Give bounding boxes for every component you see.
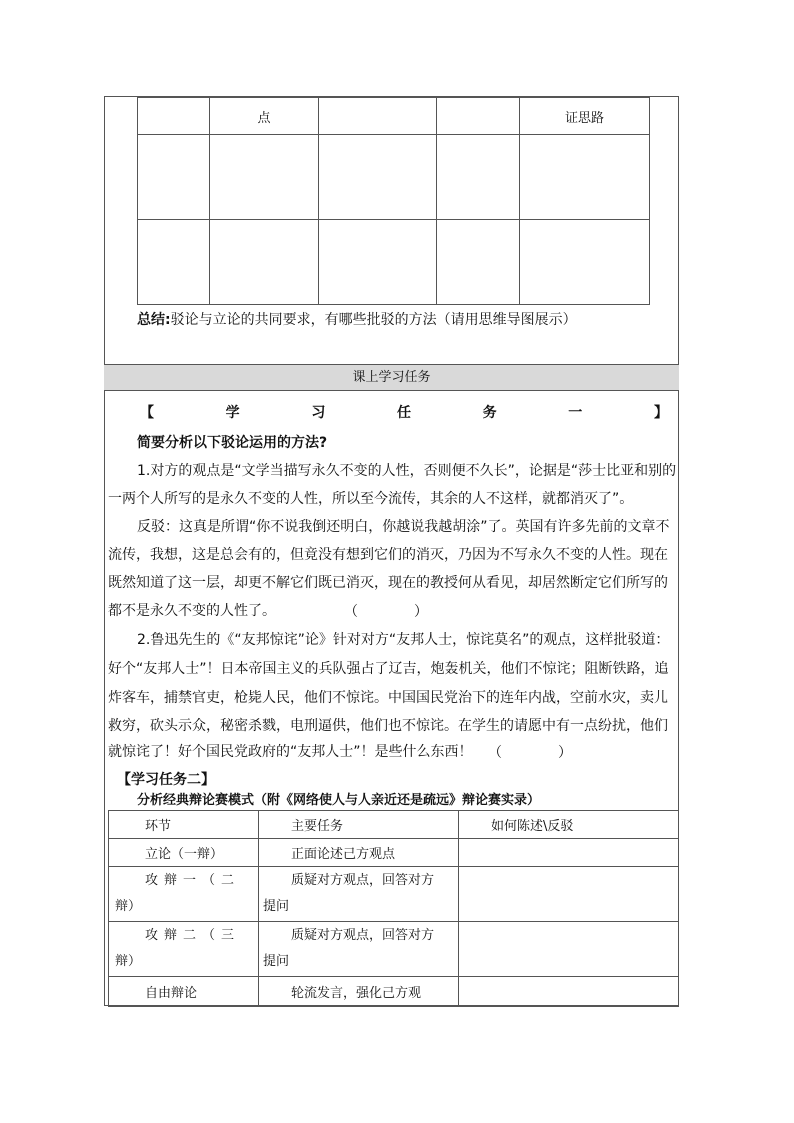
table-cell	[210, 135, 319, 220]
table-cell	[437, 135, 520, 220]
argument-table	[137, 97, 650, 305]
how-cell[interactable]	[459, 977, 679, 1007]
table-cell	[520, 135, 650, 220]
table-header-cell	[319, 98, 437, 135]
table-cell	[138, 220, 210, 305]
table-row	[109, 922, 679, 977]
task1-heading	[140, 402, 668, 422]
paragraph-line: 既然知道了这一层，却更不解它们既已消灭，现在的教授何从看见，却居然断定它们所写的	[108, 575, 668, 591]
paragraph-line: 一两个人所写的是永久不变的人性，所以至今流传，其余的人不这样，就都消灭了”。	[108, 491, 634, 507]
how-cell[interactable]	[459, 867, 679, 922]
table-cell	[437, 220, 520, 305]
column-header: 如何陈述\反驳	[459, 811, 679, 839]
task-cell: 轮流发言，强化己方观	[259, 977, 459, 1007]
stage-cell: 立论（一辩）	[109, 839, 259, 867]
paragraph-line: 救穷，砍头示众，秘密杀戮，电刑逼供，他们也不惊诧。在学生的请愿中有一点纷扰，他们	[108, 718, 668, 734]
task-cell: 质疑对方观点，回答对方 提问	[259, 867, 459, 922]
heading-char: 务	[482, 405, 497, 421]
paragraph-line: 就惊诧了！好个国民党政府的“友邦人士”！是些什么东西！	[108, 744, 473, 760]
paragraph-line: 好个“友邦人士”！日本帝国主义的兵队强占了辽吉，炮轰机关，他们不惊诧；阻断铁路，追	[108, 661, 669, 677]
answer-blank[interactable]: （ ）	[344, 604, 428, 620]
table-row	[138, 220, 650, 305]
stage-cell: 攻辩一（二 辩）	[109, 867, 259, 922]
table-cell	[520, 220, 650, 305]
task1-question: 简要分析以下驳论运用的方法?	[137, 435, 328, 451]
table-row	[109, 977, 679, 1007]
stage-cell: 攻辩二（三 辩）	[109, 922, 259, 977]
heading-char: 【	[140, 405, 154, 421]
heading-char: 习	[311, 405, 326, 421]
heading-char: 学	[225, 405, 240, 421]
how-cell[interactable]	[459, 839, 679, 867]
table-header-cell	[138, 98, 210, 135]
summary	[137, 309, 577, 329]
table-cell	[210, 220, 319, 305]
heading-char: 任	[396, 405, 411, 421]
table-cell	[319, 220, 437, 305]
paragraph-line: 1.对方的观点是“文学当描写永久不变的人性，否则便不久长”，论据是“莎士比亚和别的	[137, 463, 677, 479]
table-header-cell: 证思路	[520, 98, 650, 135]
summary-label: 总结:	[137, 312, 171, 328]
how-cell[interactable]	[459, 922, 679, 977]
column-header: 主要任务	[259, 811, 459, 839]
debate-table	[108, 810, 679, 1007]
heading-char: 】	[653, 405, 668, 421]
table-cell	[319, 135, 437, 220]
task-cell: 正面论述己方观点	[259, 839, 459, 867]
paragraph-line: 2.鲁迅先生的《“友邦惊诧”论》针对对方“友邦人士，惊诧莫名”的观点，这样批驳道：	[137, 632, 670, 648]
paragraph-line: 反驳：这真是所谓“你不说我倒还明白，你越说我越胡涂”了。英国有许多先前的文章不	[137, 519, 670, 535]
paragraph-line: 都不是永久不变的人性了。	[108, 603, 276, 619]
table-row	[138, 135, 650, 220]
column-header: 环节	[109, 811, 259, 839]
section-title: 课上学习任务	[104, 364, 679, 391]
stage-cell: 自由辩论	[109, 977, 259, 1007]
task2-subtitle: 分析经典辩论赛模式（附《网络使人与人亲近还是疏远》辩论赛实录）	[137, 793, 541, 808]
summary-text: 驳论与立论的共同要求，有哪些批驳的方法（请用思维导图展示）	[170, 312, 577, 328]
paragraph-line: 流传，我想，这是总会有的，但竟没有想到它们的消灭，乃因为不写永久不变的人性。现在	[108, 547, 668, 563]
table-header-cell	[437, 98, 520, 135]
table-row	[109, 839, 679, 867]
answer-blank[interactable]: （ ）	[488, 745, 572, 761]
paragraph-line: 炸客车，捕禁官吏，枪毙人民，他们不惊诧。中国国民党治下的连年内战，空前水灾，卖儿	[108, 690, 668, 706]
heading-char: 一	[568, 405, 583, 421]
task2-heading: 【学习任务二】	[117, 772, 215, 788]
table-header-cell: 点	[210, 98, 319, 135]
table-cell	[138, 135, 210, 220]
table-row	[109, 867, 679, 922]
task-cell: 质疑对方观点，回答对方 提问	[259, 922, 459, 977]
